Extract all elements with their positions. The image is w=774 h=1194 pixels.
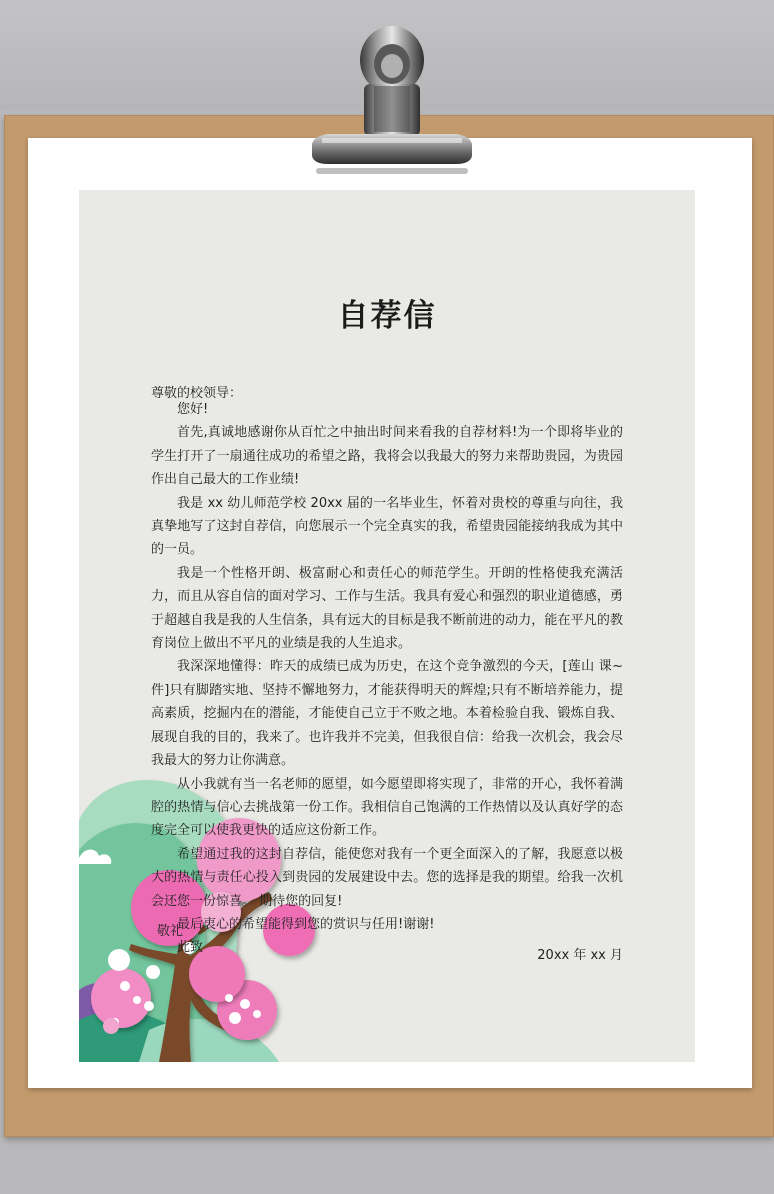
paragraph-2: 我是 xx 幼儿师范学校 20xx 届的一名毕业生，怀着对贵校的尊重与向往，我真挚地写了这封自荐信，向您展示一个完全真实的我，希望贵园能接纳我成为其中的一员。 [151,495,623,558]
closing-line2: 敬礼 [157,924,184,939]
paragraph-3: 我是一个性格开朗、极富耐心和责任心的师范学生。开朗的性格使我充满活力，而且从容自信的面对学习、工作与生活。我具有爱心和强烈的职业道德感，勇于超越自我是我的人生信条，具有远大的目标是我不断前进的动力，能在平凡的教育岗位上做出不平凡的业绩是我的人生追求。 [151,565,623,652]
blossom-lower-left [91,968,151,1028]
greeting: 您好! [177,402,209,417]
letter-date: 20xx 年 xx 月 [537,948,623,963]
letter-page [79,190,695,1062]
paragraph-4: 我深深地懂得：昨天的成绩已成为历史，在这个竞争激烈的今天，[莲山 课~件]只有脚踏实地、坚持不懈地努力，才能获得明天的辉煌;只有不断培养能力，提高素质，挖掘内在的潜能，才能使自己立于不败之地。本着检验自我、锻炼自我、展现自我的目的，我来了。也许我并不完美，但我很自信：给我一次机会，我会尽我最大的努力让你满意。 [151,659,623,769]
paragraph-5: 从小我就有当一名老师的愿望，如今愿望即将实现了，非常的开心，我怀着满腔的热情与信心去挑战第一份工作。我相信自己饱满的工作热情以及认真好学的态度完全可以使我更快的适应这份新工作。 [151,776,623,839]
salutation: 尊敬的校领导： [151,386,243,401]
closing-line1: 此致 [177,940,204,956]
letter-title: 自荐信 [337,298,437,334]
letter-body [151,398,623,960]
paragraph-6: 希望通过我的这封自荐信，能使您对我有一个更全面深入的了解，我愿意以极大的热情与责任心投入到贵园的发展建设中去。您的选择是我的期望。给我一次机会还您一份惊喜。 期待您的回复! [151,846,623,909]
paragraph-1: 首先,真诚地感谢你从百忙之中抽出时间来看我的自荐材料!为一个即将毕业的学生打开了一扇通往成功的希望之路，我将会以我最大的努力来帮助贵园，为贵园作出自己最大的工作业绩! [151,425,623,488]
bud [103,1018,119,1034]
paragraph-7: 最后衷心的希望能得到您的赏识与任用!谢谢! [177,916,435,932]
binder-clip-icon [306,22,478,178]
